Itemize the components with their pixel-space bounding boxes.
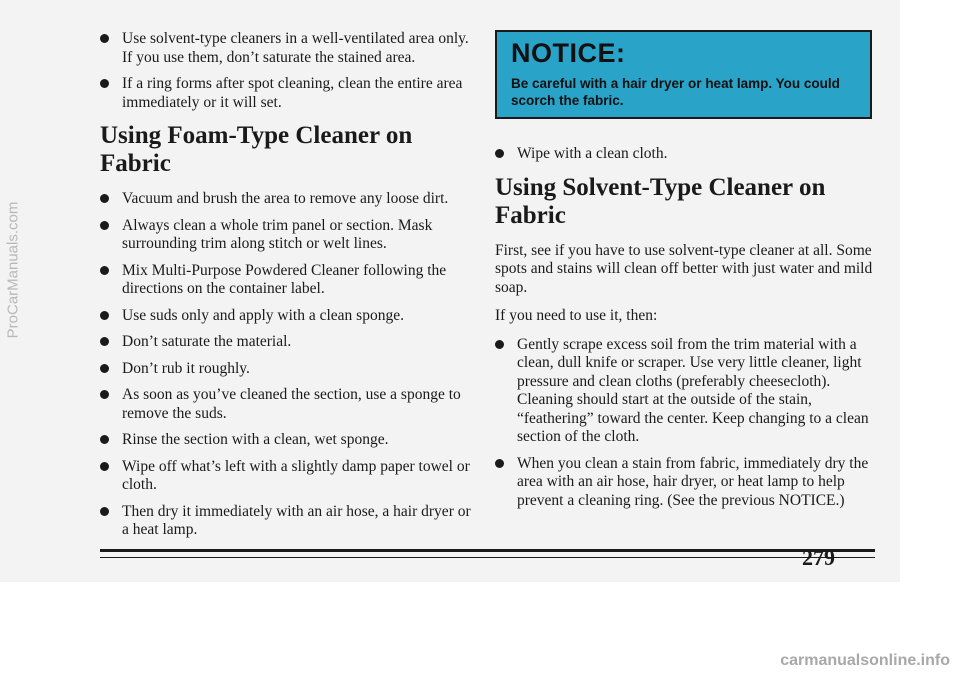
list-item: Wipe with a clean cloth. (495, 145, 875, 164)
list-item: When you clean a stain from fabric, immediately dry the area with an air hose, hair dryer, or heat lamp to help prevent a cleaning ring. (See the previous NOTICE.) (495, 455, 875, 511)
list-item: Use solvent-type cleaners in a well-ventilated area only. If you use them, don’t saturate the stained area. (100, 30, 475, 67)
section-heading-solvent: Using Solvent-Type Cleaner on Fabric (495, 173, 826, 229)
intro-bullet-list (100, 30, 475, 112)
notice-text: Be careful with a hair dryer or heat lamp. You could scorch the fabric. (511, 76, 840, 108)
list-item: Don’t saturate the material. (100, 333, 475, 352)
list-item: Wipe off what’s left with a slightly damp paper towel or cloth. (100, 458, 475, 495)
list-item: Always clean a whole trim panel or section. Mask surrounding trim along stitch or welt lines. (100, 217, 475, 254)
left-column (100, 30, 475, 548)
list-item: Mix Multi-Purpose Powdered Cleaner following the directions on the container label. (100, 262, 475, 299)
solvent-bullet-list (495, 336, 875, 511)
list-item: Don’t rub it roughly. (100, 360, 475, 379)
list-item: Rinse the section with a clean, wet sponge. (100, 431, 475, 450)
paragraph: First, see if you have to use solvent-type cleaner at all. Some spots and stains will clean off better with just water and mild soap. (495, 241, 873, 296)
notice-title: NOTICE: (511, 38, 626, 68)
paragraph: If you need to use it, then: (495, 307, 658, 324)
notice-box (495, 30, 872, 119)
foam-bullet-list (100, 190, 475, 540)
list-item: If a ring forms after spot cleaning, clean the entire area immediately or it will set. (100, 75, 475, 112)
wipe-bullet-list (495, 145, 875, 164)
side-watermark-text: ProCarManuals.com (4, 201, 22, 339)
list-item: Then dry it immediately with an air hose, a hair dryer or a heat lamp. (100, 503, 475, 540)
list-item: Use suds only and apply with a clean sponge. (100, 307, 475, 326)
footer-watermark: carmanualsonline.info (780, 652, 950, 669)
footer-rule-thin (100, 557, 875, 558)
right-column (495, 30, 875, 518)
list-item: Vacuum and brush the area to remove any loose dirt. (100, 190, 475, 209)
list-item: As soon as you’ve cleaned the section, use a sponge to remove the suds. (100, 386, 475, 423)
section-heading-foam: Using Foam-Type Cleaner on Fabric (100, 122, 413, 177)
side-watermark (0, 120, 26, 420)
footer-rule-thick (100, 549, 875, 552)
page-number: 279 (802, 545, 835, 570)
list-item: Gently scrape excess soil from the trim material with a clean, dull knife or scraper. Use very little cleaner, light pressure and clean cloths (preferably cheesecloth). Cleaning should start at the outside of the stain, “feathering” toward the center. Keep changing to a clean section of the cloth. (495, 336, 875, 447)
